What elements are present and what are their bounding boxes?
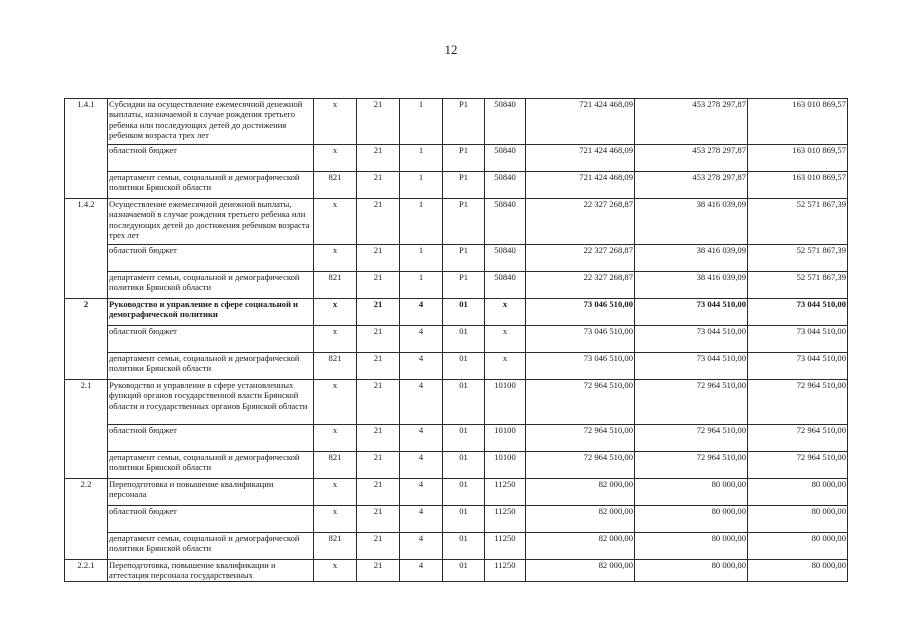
- section-code-cell: 21: [357, 272, 400, 299]
- direction-code-cell: 50840: [485, 272, 526, 299]
- row-number-cell: [65, 145, 108, 172]
- section-code-cell: 21: [357, 299, 400, 326]
- row-name-cell: департамент семьи, социальной и демографической политики Брянской области: [108, 272, 314, 299]
- direction-code-cell: 10100: [485, 452, 526, 479]
- subprogram-code-cell: 1: [400, 172, 443, 199]
- grbs-code-cell: x: [314, 145, 357, 172]
- amount-year2-cell: 38 416 039,09: [635, 199, 748, 245]
- row-name-cell: Руководство и управление в сфере установленных функций органов государственной власти Брянской области и государственных органов Брянской области: [108, 380, 314, 425]
- amount-year2-cell: 73 044 510,00: [635, 299, 748, 326]
- direction-code-cell: 50840: [485, 199, 526, 245]
- grbs-code-cell: 821: [314, 272, 357, 299]
- event-code-cell: P1: [443, 199, 485, 245]
- direction-code-cell: 10100: [485, 380, 526, 425]
- event-code-cell: 01: [443, 326, 485, 353]
- amount-year1-cell: 72 964 510,00: [526, 452, 635, 479]
- table-row: [65, 506, 848, 533]
- grbs-code-cell: x: [314, 299, 357, 326]
- table-row: [65, 172, 848, 199]
- amount-year3-cell: 163 010 869,57: [748, 172, 848, 199]
- row-number-cell: [65, 353, 108, 380]
- event-code-cell: 01: [443, 380, 485, 425]
- direction-code-cell: 50840: [485, 172, 526, 199]
- row-number-cell: 2.1: [65, 380, 108, 425]
- section-code-cell: 21: [357, 380, 400, 425]
- row-name-cell: областной бюджет: [108, 506, 314, 533]
- amount-year1-cell: 72 964 510,00: [526, 425, 635, 452]
- subprogram-code-cell: 4: [400, 479, 443, 506]
- amount-year1-cell: 721 424 468,09: [526, 99, 635, 145]
- amount-year2-cell: 38 416 039,09: [635, 272, 748, 299]
- table-row: [65, 560, 848, 582]
- amount-year2-cell: 80 000,00: [635, 560, 748, 582]
- amount-year3-cell: 52 571 867,39: [748, 245, 848, 272]
- event-code-cell: 01: [443, 452, 485, 479]
- direction-code-cell: x: [485, 299, 526, 326]
- amount-year1-cell: 82 000,00: [526, 506, 635, 533]
- amount-year3-cell: 73 044 510,00: [748, 326, 848, 353]
- grbs-code-cell: 821: [314, 533, 357, 560]
- event-code-cell: P1: [443, 245, 485, 272]
- subprogram-code-cell: 4: [400, 380, 443, 425]
- row-number-cell: 2.2.1: [65, 560, 108, 582]
- amount-year2-cell: 38 416 039,09: [635, 245, 748, 272]
- table-row: [65, 353, 848, 380]
- direction-code-cell: 50840: [485, 99, 526, 145]
- table-row: [65, 479, 848, 506]
- grbs-code-cell: 821: [314, 172, 357, 199]
- grbs-code-cell: x: [314, 506, 357, 533]
- table-row: [65, 380, 848, 425]
- amount-year1-cell: 22 327 268,87: [526, 272, 635, 299]
- amount-year2-cell: 80 000,00: [635, 533, 748, 560]
- amount-year3-cell: 72 964 510,00: [748, 380, 848, 425]
- grbs-code-cell: x: [314, 245, 357, 272]
- amount-year3-cell: 52 571 867,39: [748, 272, 848, 299]
- section-code-cell: 21: [357, 326, 400, 353]
- direction-code-cell: 50840: [485, 245, 526, 272]
- amount-year1-cell: 82 000,00: [526, 479, 635, 506]
- amount-year3-cell: 72 964 510,00: [748, 452, 848, 479]
- budget-table: [64, 98, 848, 582]
- section-code-cell: 21: [357, 425, 400, 452]
- table-row: [65, 425, 848, 452]
- section-code-cell: 21: [357, 353, 400, 380]
- section-code-cell: 21: [357, 506, 400, 533]
- amount-year1-cell: 82 000,00: [526, 533, 635, 560]
- subprogram-code-cell: 1: [400, 145, 443, 172]
- row-name-cell: Переподготовка и повышение квалификации персонала: [108, 479, 314, 506]
- row-name-cell: департамент семьи, социальной и демографической политики Брянской области: [108, 452, 314, 479]
- section-code-cell: 21: [357, 199, 400, 245]
- direction-code-cell: 11250: [485, 533, 526, 560]
- row-name-cell: областной бюджет: [108, 245, 314, 272]
- event-code-cell: 01: [443, 425, 485, 452]
- row-number-cell: [65, 533, 108, 560]
- row-number-cell: [65, 272, 108, 299]
- amount-year3-cell: 163 010 869,57: [748, 145, 848, 172]
- table-row: [65, 272, 848, 299]
- grbs-code-cell: x: [314, 326, 357, 353]
- grbs-code-cell: x: [314, 199, 357, 245]
- amount-year3-cell: 80 000,00: [748, 506, 848, 533]
- row-number-cell: 2: [65, 299, 108, 326]
- amount-year1-cell: 721 424 468,09: [526, 172, 635, 199]
- event-code-cell: 01: [443, 560, 485, 582]
- subprogram-code-cell: 4: [400, 533, 443, 560]
- amount-year2-cell: 72 964 510,00: [635, 380, 748, 425]
- table-body: [65, 99, 848, 582]
- row-name-cell: департамент семьи, социальной и демографической политики Брянской области: [108, 353, 314, 380]
- direction-code-cell: 10100: [485, 425, 526, 452]
- subprogram-code-cell: 4: [400, 353, 443, 380]
- subprogram-code-cell: 4: [400, 506, 443, 533]
- amount-year2-cell: 80 000,00: [635, 479, 748, 506]
- subprogram-code-cell: 1: [400, 99, 443, 145]
- table-row: [65, 299, 848, 326]
- event-code-cell: P1: [443, 272, 485, 299]
- amount-year3-cell: 163 010 869,57: [748, 99, 848, 145]
- section-code-cell: 21: [357, 479, 400, 506]
- event-code-cell: P1: [443, 172, 485, 199]
- subprogram-code-cell: 4: [400, 425, 443, 452]
- section-code-cell: 21: [357, 452, 400, 479]
- direction-code-cell: x: [485, 353, 526, 380]
- table-row: [65, 533, 848, 560]
- grbs-code-cell: x: [314, 380, 357, 425]
- table-row: [65, 99, 848, 145]
- amount-year1-cell: 721 424 468,09: [526, 145, 635, 172]
- table-row: [65, 326, 848, 353]
- section-code-cell: 21: [357, 145, 400, 172]
- amount-year1-cell: 73 046 510,00: [526, 353, 635, 380]
- event-code-cell: 01: [443, 506, 485, 533]
- grbs-code-cell: 821: [314, 353, 357, 380]
- direction-code-cell: 11250: [485, 479, 526, 506]
- subprogram-code-cell: 4: [400, 299, 443, 326]
- page-number: 12: [444, 42, 458, 57]
- direction-code-cell: 50840: [485, 145, 526, 172]
- grbs-code-cell: 821: [314, 452, 357, 479]
- section-code-cell: 21: [357, 245, 400, 272]
- subprogram-code-cell: 1: [400, 245, 443, 272]
- amount-year1-cell: 73 046 510,00: [526, 299, 635, 326]
- amount-year1-cell: 73 046 510,00: [526, 326, 635, 353]
- amount-year2-cell: 453 278 297,87: [635, 172, 748, 199]
- row-name-cell: областной бюджет: [108, 326, 314, 353]
- amount-year2-cell: 80 000,00: [635, 506, 748, 533]
- row-name-cell: Субсидии на осуществление ежемесячной денежной выплаты, назначаемой в случае рождения третьего ребенка или последующих детей до достижения ребенком возраста трех лет: [108, 99, 314, 145]
- direction-code-cell: 11250: [485, 560, 526, 582]
- section-code-cell: 21: [357, 99, 400, 145]
- row-name-cell: областной бюджет: [108, 145, 314, 172]
- grbs-code-cell: x: [314, 479, 357, 506]
- event-code-cell: 01: [443, 353, 485, 380]
- section-code-cell: 21: [357, 172, 400, 199]
- row-number-cell: [65, 326, 108, 353]
- event-code-cell: P1: [443, 145, 485, 172]
- amount-year2-cell: 72 964 510,00: [635, 452, 748, 479]
- event-code-cell: 01: [443, 299, 485, 326]
- row-name-cell: Переподготовка, повышение квалификации и аттестация персонала государственных: [108, 560, 314, 582]
- event-code-cell: P1: [443, 99, 485, 145]
- amount-year2-cell: 73 044 510,00: [635, 353, 748, 380]
- table-row: [65, 145, 848, 172]
- amount-year3-cell: 73 044 510,00: [748, 299, 848, 326]
- section-code-cell: 21: [357, 560, 400, 582]
- row-number-cell: [65, 506, 108, 533]
- subprogram-code-cell: 4: [400, 326, 443, 353]
- section-code-cell: 21: [357, 533, 400, 560]
- amount-year2-cell: 453 278 297,87: [635, 99, 748, 145]
- amount-year3-cell: 80 000,00: [748, 560, 848, 582]
- direction-code-cell: x: [485, 326, 526, 353]
- table-row: [65, 199, 848, 245]
- row-number-cell: [65, 245, 108, 272]
- row-number-cell: 2.2: [65, 479, 108, 506]
- subprogram-code-cell: 1: [400, 272, 443, 299]
- table-row: [65, 452, 848, 479]
- row-name-cell: Руководство и управление в сфере социальной и демографической политики: [108, 299, 314, 326]
- amount-year2-cell: 453 278 297,87: [635, 145, 748, 172]
- row-number-cell: [65, 172, 108, 199]
- amount-year3-cell: 73 044 510,00: [748, 353, 848, 380]
- amount-year3-cell: 52 571 867,39: [748, 199, 848, 245]
- subprogram-code-cell: 4: [400, 560, 443, 582]
- event-code-cell: 01: [443, 479, 485, 506]
- row-name-cell: Осуществление ежемесячной денежной выплаты, назначаемой в случае рождения третьего ребенка или последующих детей до достижения ребенком возраста трех лет: [108, 199, 314, 245]
- amount-year1-cell: 72 964 510,00: [526, 380, 635, 425]
- row-number-cell: 1.4.1: [65, 99, 108, 145]
- direction-code-cell: 11250: [485, 506, 526, 533]
- row-name-cell: областной бюджет: [108, 425, 314, 452]
- row-number-cell: 1.4.2: [65, 199, 108, 245]
- row-number-cell: [65, 452, 108, 479]
- amount-year3-cell: 72 964 510,00: [748, 425, 848, 452]
- row-name-cell: департамент семьи, социальной и демографической политики Брянской области: [108, 533, 314, 560]
- amount-year2-cell: 72 964 510,00: [635, 425, 748, 452]
- row-number-cell: [65, 425, 108, 452]
- grbs-code-cell: x: [314, 560, 357, 582]
- amount-year1-cell: 22 327 268,87: [526, 199, 635, 245]
- grbs-code-cell: x: [314, 425, 357, 452]
- amount-year1-cell: 22 327 268,87: [526, 245, 635, 272]
- subprogram-code-cell: 1: [400, 199, 443, 245]
- grbs-code-cell: x: [314, 99, 357, 145]
- amount-year2-cell: 73 044 510,00: [635, 326, 748, 353]
- amount-year1-cell: 82 000,00: [526, 560, 635, 582]
- subprogram-code-cell: 4: [400, 452, 443, 479]
- event-code-cell: 01: [443, 533, 485, 560]
- amount-year3-cell: 80 000,00: [748, 479, 848, 506]
- row-name-cell: департамент семьи, социальной и демографической политики Брянской области: [108, 172, 314, 199]
- table-row: [65, 245, 848, 272]
- amount-year3-cell: 80 000,00: [748, 533, 848, 560]
